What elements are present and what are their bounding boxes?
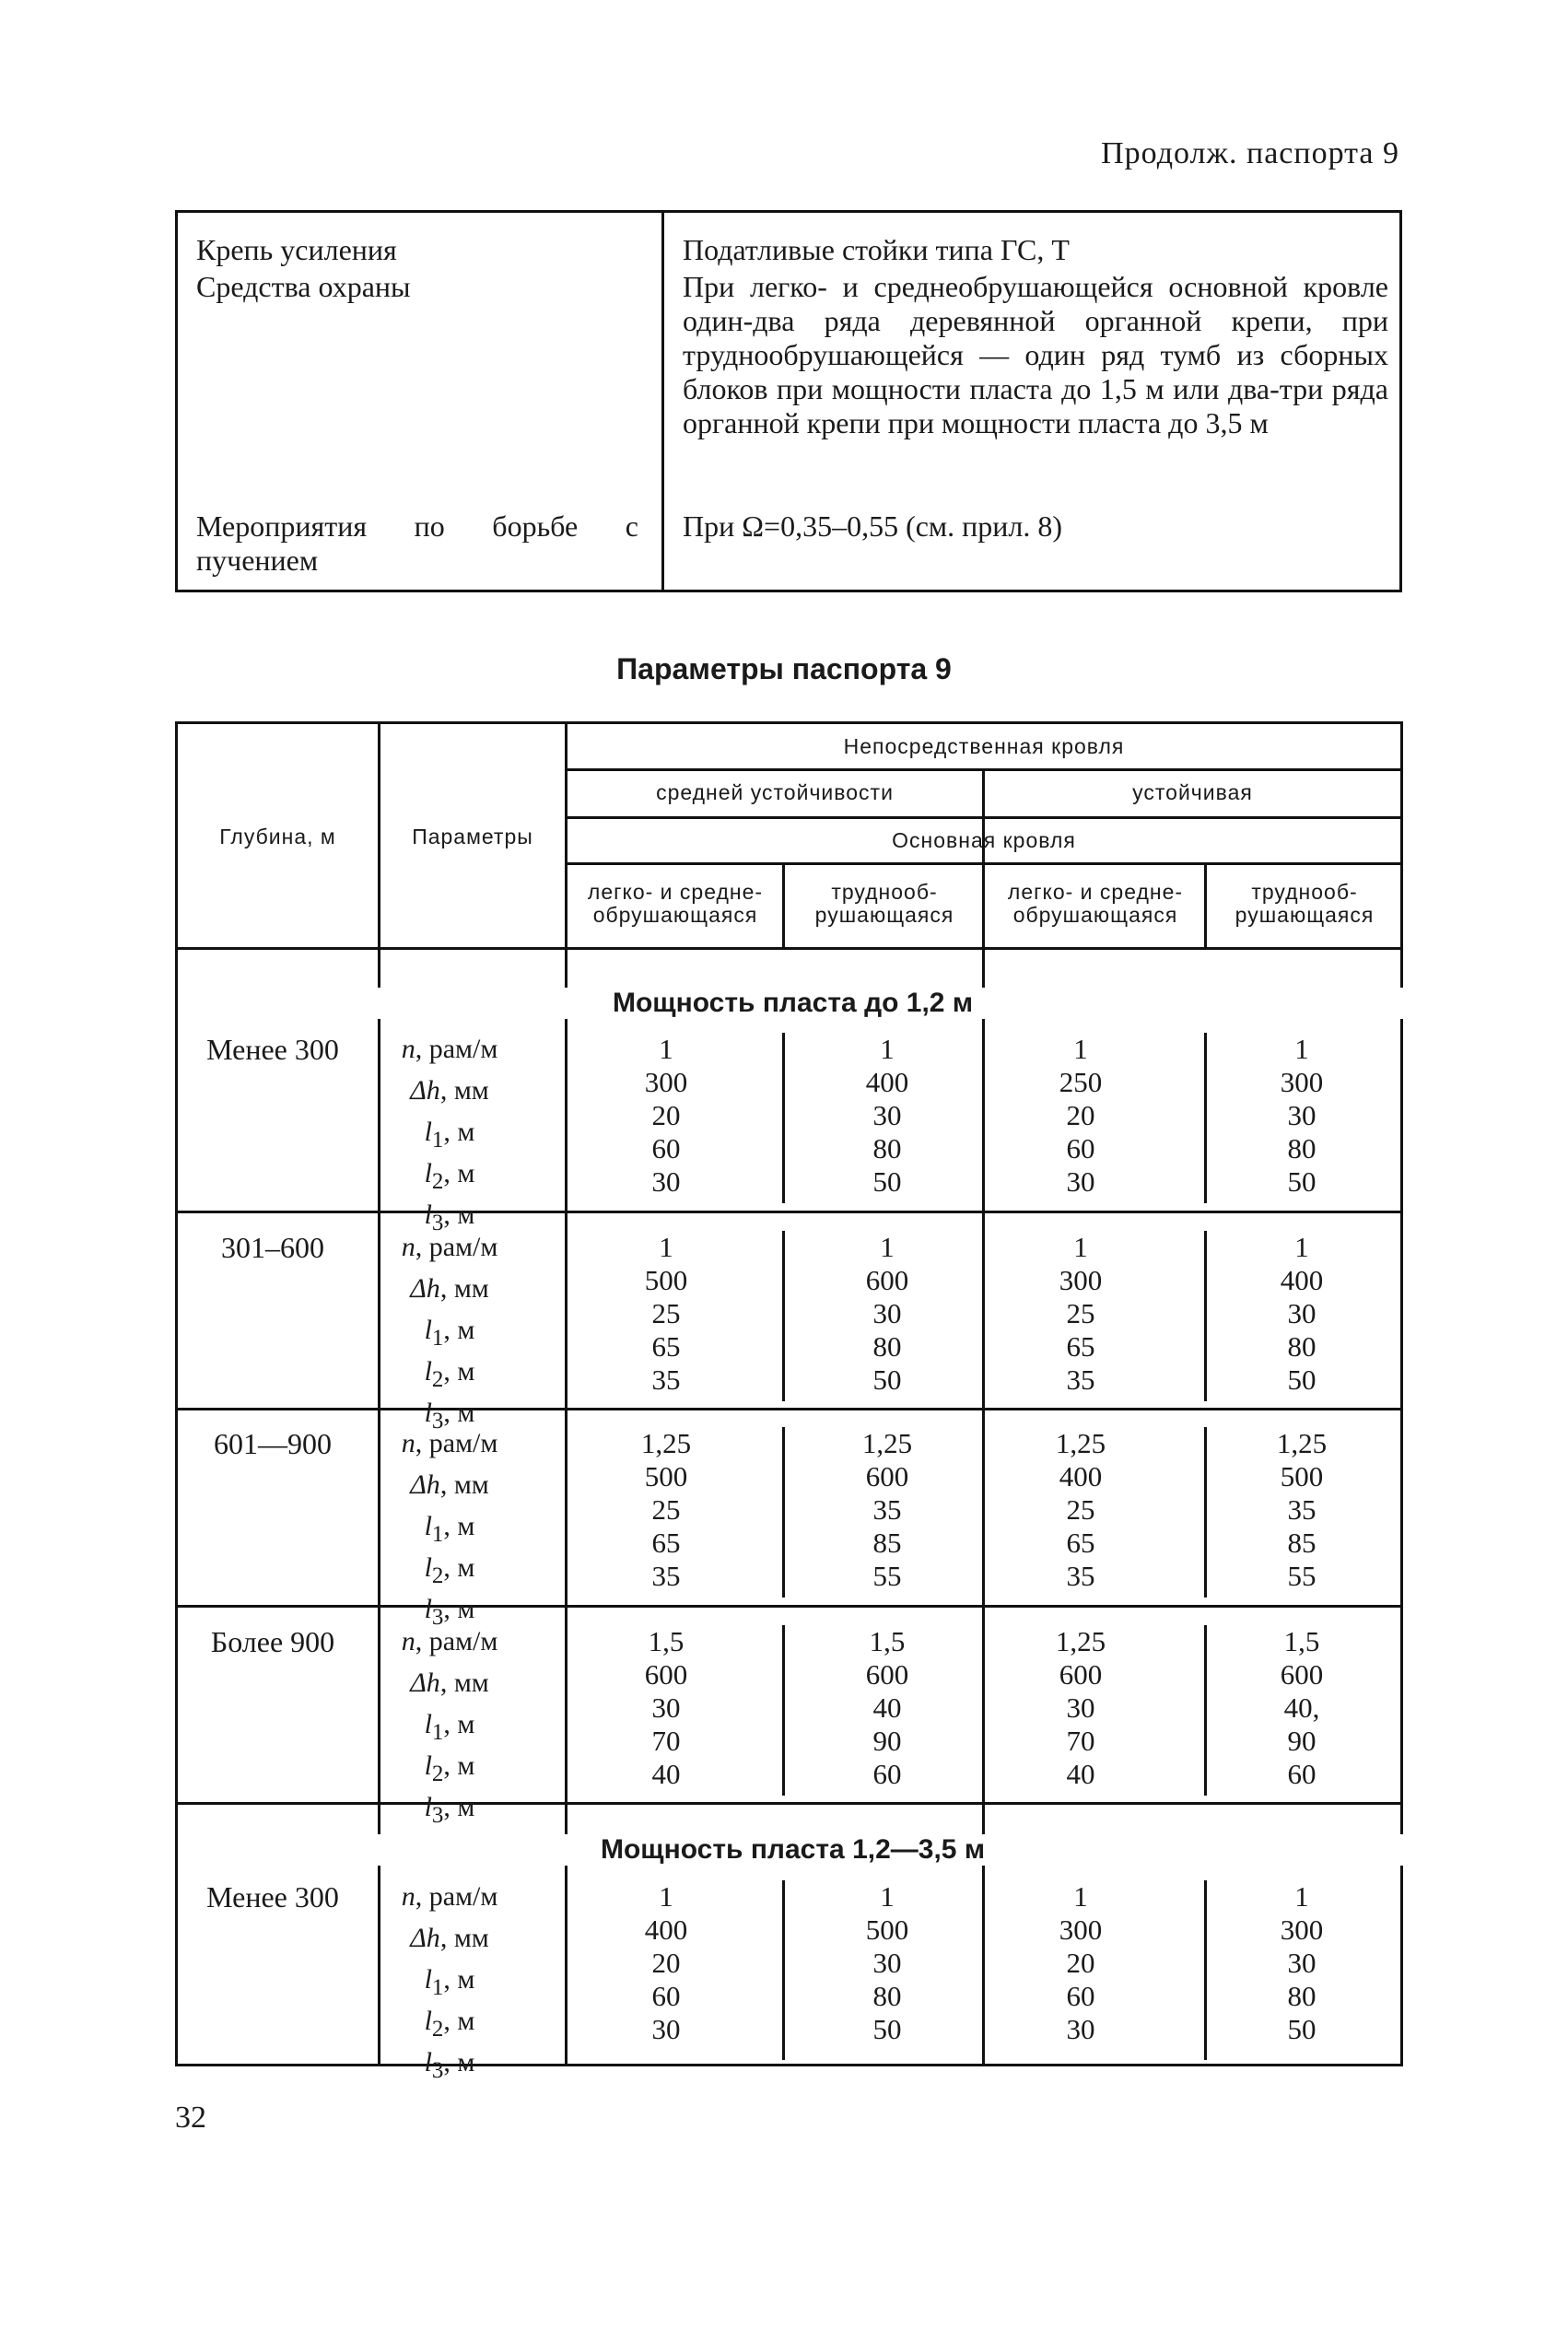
- param-label: $l_1$, м: [424, 1315, 475, 1351]
- value-cell: 60: [1066, 1132, 1095, 1164]
- value-column: [1210, 1033, 1394, 1199]
- column-rule: [1204, 1033, 1207, 1203]
- param-label: n, рам/м: [401, 1626, 498, 1656]
- value-cell: 30: [1287, 1099, 1316, 1131]
- value-cell: 400: [644, 1914, 688, 1946]
- value-cell: 300: [1059, 1264, 1103, 1296]
- value-cell: 55: [872, 1560, 902, 1592]
- depth-cell: 301–600: [221, 1231, 324, 1264]
- value-cell: 600: [865, 1658, 909, 1691]
- value-cell: 60: [1066, 1980, 1095, 2012]
- value-column: [795, 1427, 979, 1593]
- value-cell: 65: [651, 1330, 681, 1363]
- value-cell: 50: [1287, 1165, 1316, 1198]
- value-cell: 65: [651, 1527, 681, 1559]
- value-cell: 400: [1059, 1460, 1103, 1492]
- value-cell: 70: [651, 1725, 681, 1757]
- value-column: [1210, 1427, 1394, 1593]
- value-cell: 30: [651, 2013, 681, 2045]
- param-label: $l_2$, м: [424, 2006, 475, 2042]
- param-label: $l_2$, м: [424, 1552, 475, 1588]
- depth-cell: Более 900: [210, 1625, 335, 1658]
- value-column: [574, 1625, 758, 1791]
- param-label: $l_1$, м: [424, 1117, 475, 1153]
- value-cell: 35: [1287, 1493, 1316, 1526]
- value-cell: 300: [1059, 1914, 1103, 1946]
- value-cell: 30: [651, 1691, 681, 1724]
- value-cell: 80: [872, 1980, 902, 2012]
- value-column: [574, 1880, 758, 2046]
- param-label: Δh, мм: [410, 1273, 489, 1304]
- value-cell: 40: [651, 1758, 681, 1790]
- value-cell: 90: [1287, 1725, 1316, 1757]
- value-cell: 40: [1066, 1758, 1095, 1790]
- value-cell: 30: [872, 1297, 902, 1329]
- value-cell: 250: [1059, 1066, 1103, 1098]
- value-cell: 1,25: [640, 1427, 692, 1459]
- value-cell: 1: [1073, 1880, 1088, 1913]
- header-rule: [178, 947, 1400, 950]
- column-rule: [782, 1625, 785, 1796]
- section-title: Мощность пласта 1,2—3,5 м: [178, 1834, 1408, 1866]
- value-cell: 30: [1287, 1947, 1316, 1979]
- value-cell: 65: [1066, 1330, 1095, 1363]
- value-cell: 300: [644, 1066, 688, 1098]
- value-cell: 1: [659, 1033, 673, 1065]
- value-cell: 60: [651, 1132, 681, 1164]
- summary-right-heave-measures: При Ω=0,35–0,55 (см. прил. 8): [683, 509, 1063, 543]
- header-hard-2: труднооб-рушающаяся: [1235, 880, 1375, 927]
- summary-right-reinforcement: Податливые стойки типа ГС, Т: [683, 233, 1070, 266]
- header-depth: Глубина, м: [219, 825, 336, 849]
- value-cell: 1,5: [1283, 1625, 1320, 1657]
- value-cell: 20: [1066, 1947, 1095, 1979]
- value-cell: 30: [651, 1165, 681, 1198]
- param-label: n, рам/м: [401, 1232, 498, 1262]
- value-cell: 90: [872, 1725, 902, 1757]
- value-cell: 50: [1287, 1363, 1316, 1396]
- header-params: Параметры: [412, 825, 533, 849]
- value-cell: 30: [1066, 1691, 1095, 1724]
- header-easy-medium-2: легко- и средне-обрушающаяся: [1007, 880, 1184, 927]
- value-cell: 55: [1287, 1560, 1316, 1592]
- column-rule: [982, 768, 985, 2065]
- value-cell: 20: [651, 1099, 681, 1131]
- section-rule: [178, 1802, 1400, 1805]
- column-rule: [782, 862, 785, 947]
- value-column: [989, 1231, 1173, 1397]
- value-cell: 1: [880, 1033, 895, 1065]
- summary-left-heave-measures: Мероприятия по борьбе с пучением: [196, 509, 638, 577]
- column-rule: [1204, 1427, 1207, 1598]
- value-cell: 1,25: [861, 1427, 913, 1459]
- column-rule: [782, 1033, 785, 1203]
- params-cell: [380, 1880, 519, 2088]
- value-cell: 70: [1066, 1725, 1095, 1757]
- value-cell: 400: [1280, 1264, 1324, 1296]
- value-column: [1210, 1880, 1394, 2046]
- parameters-table: [175, 721, 1403, 2083]
- column-rule: [1204, 1880, 1207, 2060]
- value-cell: 600: [644, 1658, 688, 1691]
- header-easy-medium-1: легко- и средне-обрушающаяся: [587, 880, 764, 927]
- summary-left-protection: Средства охраны: [196, 270, 411, 303]
- header-medium-stability: средней устойчивости: [656, 780, 894, 804]
- value-cell: 1,25: [1055, 1625, 1106, 1657]
- value-cell: 25: [651, 1493, 681, 1526]
- value-cell: 1: [1294, 1880, 1309, 1913]
- value-cell: 600: [1280, 1658, 1324, 1691]
- value-cell: 30: [872, 1947, 902, 1979]
- summary-table: [175, 210, 1402, 592]
- value-cell: 1,5: [869, 1625, 906, 1657]
- continuation-header: Продолж. паспорта 9: [1101, 136, 1399, 170]
- page-number: 32: [175, 2101, 206, 2135]
- value-cell: 300: [1280, 1914, 1324, 1946]
- value-cell: 500: [865, 1914, 909, 1946]
- value-cell: 1: [659, 1880, 673, 1913]
- header-immediate-roof: Непосредственная кровля: [843, 734, 1125, 758]
- value-cell: 1: [659, 1231, 673, 1263]
- value-cell: 80: [872, 1330, 902, 1363]
- value-cell: 30: [872, 1099, 902, 1131]
- param-label: $l_2$, м: [424, 1158, 475, 1194]
- value-cell: 80: [1287, 1980, 1316, 2012]
- value-cell: 1: [1294, 1231, 1309, 1263]
- value-column: [989, 1880, 1173, 2046]
- param-label: $l_3$, м: [424, 1398, 475, 1434]
- param-label: $l_2$, м: [424, 1750, 475, 1786]
- depth-cell: Менее 300: [206, 1033, 339, 1066]
- group-rule: [178, 1605, 1400, 1608]
- param-label: $l_1$, м: [424, 1964, 475, 2000]
- column-rule: [782, 1880, 785, 2060]
- summary-right-protection: При легко- и среднеобрушающейся основной кровле один-два ряда деревянной органной крепи, при труднообрушающейся — один ряд тумб из сборных блоков при мощности пласта до 1,5 м или два-три ряда органной крепи при мощности пласта до 3,5 м: [683, 270, 1388, 439]
- param-label: $l_3$, м: [424, 1792, 475, 1828]
- value-cell: 35: [1066, 1560, 1095, 1592]
- column-rule: [1204, 1625, 1207, 1796]
- value-cell: 300: [1280, 1066, 1324, 1098]
- value-cell: 35: [651, 1363, 681, 1396]
- value-column: [989, 1427, 1173, 1593]
- value-cell: 60: [872, 1758, 902, 1790]
- header-main-roof: Основная кровля: [892, 828, 1076, 852]
- value-cell: 50: [872, 1165, 902, 1198]
- value-cell: 85: [1287, 1527, 1316, 1559]
- value-cell: 1: [880, 1231, 895, 1263]
- value-column: [795, 1033, 979, 1199]
- params-cell: [380, 1427, 519, 1634]
- value-column: [795, 1231, 979, 1397]
- depth-cell: Менее 300: [206, 1880, 339, 1914]
- value-cell: 500: [1280, 1460, 1324, 1492]
- value-cell: 500: [644, 1460, 688, 1492]
- param-label: Δh, мм: [410, 1075, 489, 1106]
- group-rule: [178, 1408, 1400, 1410]
- value-cell: 600: [865, 1460, 909, 1492]
- value-cell: 600: [1059, 1658, 1103, 1691]
- table-title: Параметры паспорта 9: [616, 652, 952, 685]
- value-column: [795, 1880, 979, 2046]
- column-rule: [782, 1231, 785, 1401]
- value-cell: 50: [872, 2013, 902, 2045]
- value-cell: 40: [872, 1691, 902, 1724]
- value-cell: 1,5: [648, 1625, 685, 1657]
- column-rule: [1204, 1231, 1207, 1401]
- column-rule: [782, 1427, 785, 1598]
- value-cell: 1: [880, 1880, 895, 1913]
- column-rule: [1204, 862, 1207, 947]
- value-cell: 35: [651, 1560, 681, 1592]
- value-cell: 1,25: [1276, 1427, 1328, 1459]
- value-column: [1210, 1231, 1394, 1397]
- param-label: n, рам/м: [401, 1034, 498, 1064]
- summary-divider: [661, 213, 664, 590]
- value-cell: 1: [1073, 1033, 1088, 1065]
- value-column: [574, 1033, 758, 1199]
- param-label: $l_2$, м: [424, 1356, 475, 1392]
- value-cell: 25: [651, 1297, 681, 1329]
- value-column: [574, 1231, 758, 1397]
- param-label: Δh, мм: [410, 1668, 489, 1698]
- section-title: Мощность пласта до 1,2 м: [178, 988, 1408, 1019]
- value-cell: 80: [1287, 1330, 1316, 1363]
- value-cell: 20: [1066, 1099, 1095, 1131]
- param-label: $l_1$, м: [424, 1511, 475, 1547]
- summary-left-reinforcement: Крепь усиления: [196, 233, 397, 266]
- value-cell: 60: [651, 1980, 681, 2012]
- param-label: Δh, мм: [410, 1469, 489, 1500]
- value-cell: 85: [872, 1527, 902, 1559]
- value-cell: 50: [1287, 2013, 1316, 2045]
- param-label: $l_3$, м: [424, 1594, 475, 1630]
- value-cell: 1: [1294, 1033, 1309, 1065]
- group-rule: [178, 1211, 1400, 1213]
- value-cell: 30: [1287, 1297, 1316, 1329]
- value-cell: 600: [865, 1264, 909, 1296]
- value-cell: 60: [1287, 1758, 1316, 1790]
- param-label: Δh, мм: [410, 1923, 489, 1953]
- value-cell: 35: [1066, 1363, 1095, 1396]
- params-cell: [380, 1231, 519, 1438]
- params-cell: [380, 1625, 519, 1832]
- value-cell: 50: [872, 1363, 902, 1396]
- value-cell: 65: [1066, 1527, 1095, 1559]
- value-cell: 25: [1066, 1297, 1095, 1329]
- value-cell: 500: [644, 1264, 688, 1296]
- value-cell: 1,25: [1055, 1427, 1106, 1459]
- value-column: [795, 1625, 979, 1791]
- value-column: [1210, 1625, 1394, 1791]
- value-cell: 30: [1066, 1165, 1095, 1198]
- value-cell: 40,: [1283, 1691, 1320, 1724]
- depth-cell: 601—900: [214, 1427, 332, 1460]
- value-column: [989, 1033, 1173, 1199]
- value-cell: 400: [865, 1066, 909, 1098]
- value-cell: 80: [872, 1132, 902, 1164]
- value-column: [989, 1625, 1173, 1791]
- params-cell: [380, 1033, 519, 1240]
- value-cell: 80: [1287, 1132, 1316, 1164]
- value-cell: 30: [1066, 2013, 1095, 2045]
- value-cell: 25: [1066, 1493, 1095, 1526]
- value-column: [574, 1427, 758, 1593]
- param-label: n, рам/м: [401, 1881, 498, 1912]
- header-hard-1: труднооб-рушающаяся: [814, 880, 954, 927]
- value-cell: 1: [1073, 1231, 1088, 1263]
- param-label: $l_3$, м: [424, 1200, 475, 1235]
- param-label: n, рам/м: [401, 1428, 498, 1458]
- param-label: $l_1$, м: [424, 1709, 475, 1745]
- value-cell: 20: [651, 1947, 681, 1979]
- value-cell: 35: [872, 1493, 902, 1526]
- param-label: $l_3$, м: [424, 2047, 475, 2083]
- header-stable: устойчивая: [1132, 780, 1253, 804]
